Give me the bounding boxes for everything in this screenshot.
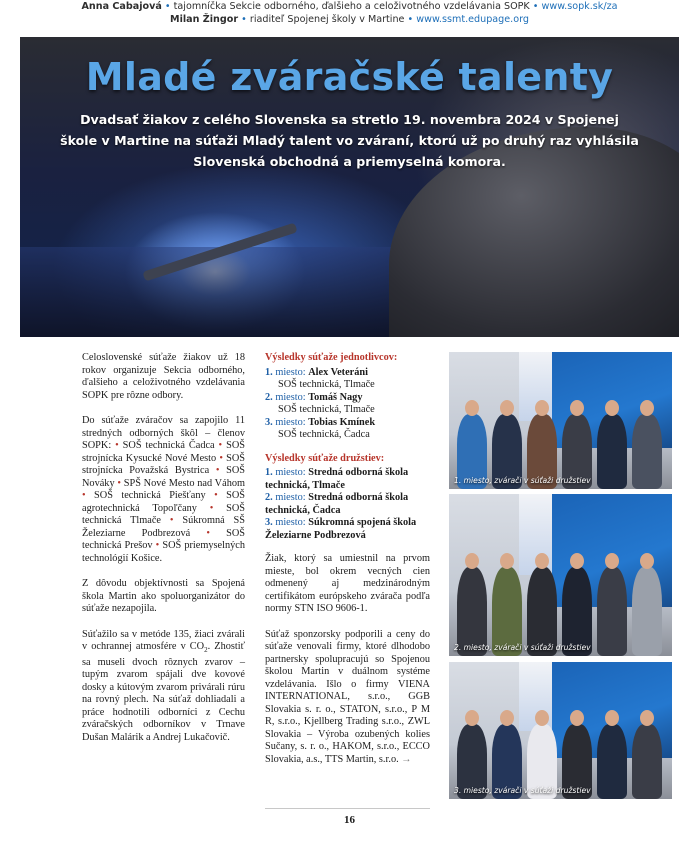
- person-figure: [597, 414, 627, 489]
- bullet-icon: •: [218, 440, 223, 451]
- result-item: [265, 467, 430, 492]
- person-figure: [632, 724, 662, 799]
- person-head: [535, 400, 549, 416]
- result-item: [265, 492, 430, 517]
- result-name: Súkromná spojená škola Železiarne Podbrezová: [265, 517, 417, 541]
- person-head: [640, 553, 654, 569]
- article-column-2: [265, 352, 430, 779]
- author-link[interactable]: www.ssmt.edupage.org: [416, 14, 529, 25]
- bullet-icon: •: [117, 477, 121, 489]
- person-head: [465, 400, 479, 416]
- person-head: [500, 710, 514, 726]
- school-name: SOŠ priemyselných technológií Košice.: [82, 540, 245, 564]
- person-figure: [597, 724, 627, 799]
- result-school: SOŠ technická, Tlmače: [278, 379, 375, 390]
- author-name: Anna Cabajová: [81, 1, 162, 12]
- school-name: SOŠ technická Prešov: [82, 527, 246, 551]
- author-role: tajomníčka Sekcie odborného, ďalšieho a celoživotného vzdelávania SOPK: [173, 1, 530, 12]
- bullet-icon: •: [214, 490, 218, 501]
- person-figure: [597, 567, 627, 656]
- welding-plate-shape: [20, 247, 440, 337]
- person-head: [640, 710, 654, 726]
- school-name: Súkromná SŠ Železiarne Podbrezová: [82, 515, 246, 539]
- author-credits: [0, 0, 699, 36]
- person-head: [605, 553, 619, 569]
- school-name: SOŠ agrotechnická Topoľčany: [82, 490, 245, 514]
- paragraph-award: Žiak, ktorý sa umiestnil na prvom mieste, bol okrem vecných cien odmenený aj medzinárodným certifikátom európskeho zvárača podľa normy STN ISO 9606-1.: [265, 553, 430, 614]
- school-name: SOŠ technická Tlmače: [82, 502, 245, 526]
- result-name: Tomáš Nagy: [308, 391, 363, 403]
- schools-intro: Do súťaže zváračov sa zapojilo 11 stredných odborných škôl – členov SOPK:: [82, 415, 245, 451]
- result-label: miesto:: [275, 366, 306, 378]
- photo-caption: 1. miesto, zvárači v súťaži družstiev: [454, 476, 591, 485]
- school-name: SOŠ strojnícka Považská Bystrica: [82, 452, 246, 476]
- result-rank: 1.: [265, 467, 273, 478]
- continue-arrow-icon: →: [401, 753, 412, 765]
- photo-caption: 3. miesto, zvárači v súťaži družstiev: [454, 786, 591, 795]
- person-head: [570, 553, 584, 569]
- person-head: [500, 553, 514, 569]
- school-name: SOŠ technická Piešťany: [94, 490, 206, 501]
- column-divider: [265, 808, 430, 809]
- bullet-icon: •: [115, 440, 119, 451]
- bullet-separator: •: [241, 14, 247, 25]
- bullet-icon: •: [206, 527, 210, 539]
- bullet-separator: •: [407, 14, 414, 25]
- bullet-icon: •: [219, 452, 223, 464]
- person-head: [570, 710, 584, 726]
- result-name: Tobias Kmínek: [308, 416, 376, 428]
- person-head: [570, 400, 584, 416]
- author-link[interactable]: www.sopk.sk/za: [541, 1, 618, 12]
- school-name: SOŠ Nováky: [82, 465, 245, 489]
- bullet-icon: •: [169, 515, 174, 526]
- photo-second-place: [449, 494, 672, 656]
- bullet-icon: •: [215, 465, 220, 476]
- school-name: SOŠ technická Čadca: [122, 440, 215, 451]
- result-label: miesto:: [275, 467, 306, 478]
- person-head: [605, 400, 619, 416]
- author-line-2: [0, 13, 699, 26]
- result-label: miesto:: [275, 416, 306, 428]
- school-name: SPŠ Nové Mesto nad Váhom: [123, 477, 245, 489]
- method-text-a: Súťažilo sa v metóde 135, žiaci zvárali v ochrannej atmosfére v CO: [82, 628, 245, 652]
- bullet-separator: •: [164, 1, 171, 12]
- result-item: [265, 367, 430, 392]
- paragraph-intro: Celoslovenské súťaže žiakov už 18 rokov organizuje Sekcia odborného, ďalšieho a celoživotného vzdelávania SOPK pre rôzne odbory.: [82, 352, 245, 401]
- result-label: miesto:: [275, 391, 306, 403]
- bullet-icon: •: [82, 490, 86, 501]
- person-head: [640, 400, 654, 416]
- result-school: SOŠ technická, Čadca: [278, 429, 370, 440]
- photo-first-place: [449, 352, 672, 489]
- school-name: SOŠ strojnícka Kysucké Nové Mesto: [82, 440, 245, 464]
- result-name: Alex Veteráni: [308, 366, 368, 378]
- result-item: [265, 417, 430, 442]
- author-name: Milan Žingor: [170, 14, 239, 25]
- result-rank: 3.: [265, 517, 273, 528]
- result-label: miesto:: [275, 492, 306, 503]
- result-item: [265, 392, 430, 417]
- result-rank: 1.: [265, 366, 273, 378]
- photo-caption: 2. miesto, zvárači v súťaži družstiev: [454, 643, 591, 652]
- photo-third-place: [449, 662, 672, 799]
- person-head: [465, 553, 479, 569]
- bullet-separator: •: [532, 1, 539, 12]
- method-text-b: . Zhostiť sa museli dvoch rôznych zvarov – tupým zvarom spájali dve kovové dosky a kútovým zvarom privárali rúru na rovný plech. Na súťaž dohliadali a práce hodnotili odborníci z Cechu zváračských odborníkov v Trnave Dušan Malárik a Andrej Lukačovič.: [82, 641, 245, 743]
- team-results-heading: Výsledky súťaže družstiev:: [265, 452, 385, 464]
- person-head: [535, 553, 549, 569]
- person-figure: [632, 414, 662, 489]
- result-rank: 3.: [265, 416, 273, 428]
- result-name: Stredná odborná škola technická, Čadca: [265, 492, 409, 516]
- person-figure: [632, 567, 662, 656]
- article-title: Mladé zváračské talenty: [85, 55, 614, 99]
- hero-welding-photo: [20, 37, 679, 337]
- sponsors-text: Súťaž sponzorsky podporili a ceny do súťaže venovali firmy, ktoré dlhodobo partnersky spolupracujú so Spojenou školou Martin v duálnom systéme vzdelávania. Išlo o firmy VIENA INTERNATIONAL, s.r.o., GGB Slovakia s. r. o., STATON, s.r.o., P M R, s.r.o., Kjellberg Trading s.r.o., ZWL Slovakia – Výroba ozubených kolies Sučany, s. r. o., HAKOM, s.r.o., ECCO Slovakia, a.s., TTS Martin, s.r.o.: [265, 628, 430, 765]
- person-head: [500, 400, 514, 416]
- paragraph-objectivity: Z dôvodu objektívnosti sa Spojená škola Martin ako spoluorganizátor do súťaže nezapojila.: [82, 578, 245, 614]
- paragraph-schools: [82, 415, 245, 565]
- person-head: [535, 710, 549, 726]
- individual-results-list: [265, 367, 430, 442]
- school-list: [82, 440, 245, 564]
- bullet-icon: •: [155, 540, 160, 551]
- bullet-icon: •: [209, 502, 214, 514]
- person-head: [465, 710, 479, 726]
- article-column-1: [82, 352, 245, 757]
- subscript-two: 2: [204, 646, 208, 655]
- article-lead: Dvadsať žiakov z celého Slovenska sa stretlo 19. novembra 2024 v Spojenej škole v Martine na súťaži Mladý talent vo zváraní, ktorú už po druhý raz vyhlásila Slovenská obchodná a priemyselná komora.: [60, 112, 639, 169]
- result-label: miesto:: [275, 517, 306, 528]
- result-item: [265, 517, 430, 542]
- result-rank: 2.: [265, 391, 273, 403]
- paragraph-sponsors: [265, 629, 430, 767]
- page-number: 16: [344, 814, 355, 826]
- paragraph-method: [82, 629, 245, 745]
- person-head: [605, 710, 619, 726]
- author-line-1: [0, 0, 699, 13]
- result-name: Stredná odborná škola technická, Tlmače: [265, 467, 409, 491]
- author-role: riaditeľ Spojenej školy v Martine: [249, 14, 405, 25]
- result-rank: 2.: [265, 492, 273, 503]
- individual-results-heading: Výsledky súťaže jednotlivcov:: [265, 352, 398, 363]
- team-results-list: [265, 467, 430, 542]
- result-school: SOŠ technická, Tlmače: [278, 404, 375, 415]
